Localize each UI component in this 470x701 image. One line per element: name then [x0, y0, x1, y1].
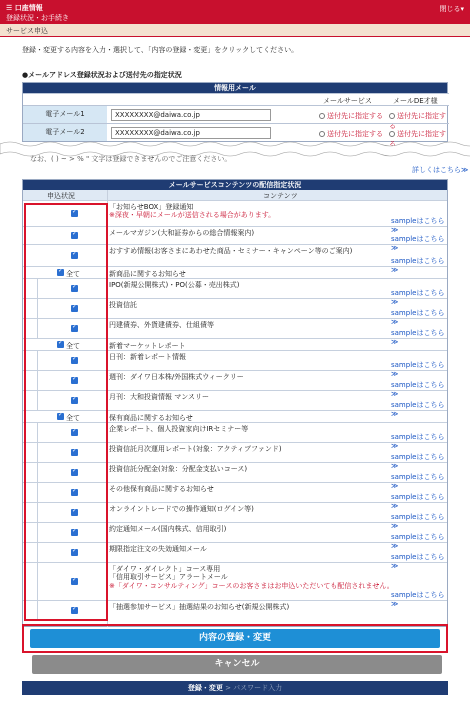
radio-icon — [389, 113, 395, 119]
sample-link[interactable]: sampleはこちら≫ — [391, 433, 445, 450]
col-contents: コンテンツ — [263, 192, 298, 200]
send-radio-de[interactable]: 送付先に指定する — [389, 130, 446, 148]
content-title: 月刊：大和投資情報 マンスリー — [109, 393, 210, 401]
sample-link[interactable]: sampleはこちら≫ — [391, 309, 445, 326]
content-warning: ※深夜・早朝にメールが送信される場合があります。 — [109, 211, 276, 219]
close-button[interactable]: 閉じる▾ — [439, 5, 464, 13]
submit-button[interactable]: 内容の登録・変更 — [30, 629, 440, 648]
content-title: IPO(新規公開株式)・PO(公募・売出株式) — [109, 281, 240, 289]
group-title: 保有商品に関するお知らせ — [109, 414, 193, 422]
sample-link[interactable]: sampleはこちら≫ — [391, 453, 445, 470]
select-all-label: 全て — [66, 414, 80, 422]
sample-link[interactable]: sampleはこちら≫ — [391, 381, 445, 398]
content-title: おすすめ情報(お客さまにあわせた商品・セミナー・キャンペーン等のご案内) — [109, 247, 353, 255]
mail-label: 電子メール1 — [23, 106, 107, 123]
content-title-line2: 「信用取引サービス」アラートメール — [109, 573, 228, 581]
mail-row — [23, 105, 449, 130]
content-title: 「お知らせBOX」登録通知 — [109, 203, 194, 211]
contents-header: メールサービスコンテンツの配信指定状況 — [23, 180, 447, 190]
sample-link[interactable]: sampleはこちら≫ — [391, 401, 445, 418]
content-warning: ※「ダイワ・コンサルティング」コースのお客さまはお申込いただいても配信されません。 — [109, 582, 394, 590]
subheader — [0, 24, 470, 37]
step-current: 登録・変更 — [187, 684, 223, 692]
sample-link[interactable]: sampleはこちら≫ — [391, 329, 445, 346]
send-radio-service[interactable]: 送付先に指定する — [319, 129, 383, 139]
sample-link[interactable]: sampleはこちら≫ — [391, 257, 445, 274]
email-field[interactable]: XXXXXXXX@daiwa.co.jp — [111, 127, 271, 139]
content-title: 「抽選参加サービス」抽選結果のお知らせ(新規公開株式) — [109, 603, 290, 611]
more-details-link[interactable]: 詳しくはこちら≫ — [412, 166, 469, 174]
sample-link[interactable]: sampleはこちら≫ — [391, 217, 445, 234]
group-title: 新商品に関するお知らせ — [109, 270, 186, 278]
select-all-label: 全て — [66, 270, 80, 278]
content-title: 円建債券、外貨建債券、仕組債等 — [109, 321, 214, 329]
close-icon: ▾ — [460, 5, 464, 13]
content-title: 「ダイワ・ダイレクト」コース専用 — [109, 565, 221, 573]
content-title: 日刊：新着レポート情報 — [109, 353, 186, 361]
group-title: 新着マーケットレポート — [109, 342, 186, 350]
note-text: なお、( ) ~ > % " 文字は登録できませんのでご注意ください。 — [30, 155, 232, 163]
section-title: ●メールアドレス登録状況および送付先の指定状況 — [22, 71, 182, 79]
content-title: メールマガジン(大和証券からの総合情報案内) — [109, 229, 255, 237]
content-title: 約定通知メール(国内株式、信用取引) — [109, 525, 227, 533]
submit-highlight — [22, 624, 448, 653]
menu-title[interactable]: ☰ 口座情報 — [6, 4, 43, 12]
mail-row — [23, 123, 449, 148]
sample-link[interactable]: sampleはこちら≫ — [391, 235, 445, 252]
content-title: 期限指定注文の失効通知メール — [109, 545, 207, 553]
sample-link[interactable]: sampleはこちら≫ — [391, 361, 445, 378]
top-header — [0, 0, 470, 24]
header-title: 口座情報 — [14, 4, 43, 12]
info-mail-colheads — [23, 93, 449, 105]
col-mail-service: メールサービス — [323, 97, 372, 105]
radio-icon — [319, 113, 325, 119]
contents-colheads — [23, 190, 447, 200]
sample-link[interactable]: sampleはこちら≫ — [391, 289, 445, 306]
sample-link[interactable]: sampleはこちら≫ — [391, 533, 445, 550]
mail-label: 電子メール2 — [23, 124, 107, 141]
sample-link[interactable]: sampleはこちら≫ — [391, 473, 445, 490]
send-radio-de[interactable]: 送付先に指定する — [389, 112, 446, 130]
radio-icon — [389, 131, 395, 137]
content-title: その他保有商品に関するお知らせ — [109, 485, 214, 493]
instruction-text: 登録・変更する内容を入力・選択して、「内容の登録・変更」をクリックしてください。 — [22, 46, 299, 54]
status-highlight-box — [24, 203, 108, 621]
info-mail-table — [22, 82, 448, 148]
content-title: 週刊：ダイワ日本株/外国株式ウィークリー — [109, 373, 244, 381]
content-title: 投資信託分配金(対象：分配金支払いコース) — [109, 465, 248, 473]
email-field[interactable]: XXXXXXXX@daiwa.co.jp — [111, 109, 271, 121]
breadcrumb[interactable]: 登録状況・お手続き — [6, 14, 69, 22]
subheader-title: サービス申込 — [6, 27, 48, 35]
radio-icon — [319, 131, 325, 137]
content-title: 企業レポート、個人投資家向けIRセミナー等 — [109, 425, 249, 433]
sample-link[interactable]: sampleはこちら≫ — [391, 493, 445, 510]
info-mail-header: 情報用メール — [23, 83, 447, 93]
col-mail-de: メールDE才様 — [393, 97, 438, 105]
row-divider — [23, 200, 447, 201]
step-indicator — [22, 681, 448, 695]
content-title: 投資信託 — [109, 301, 137, 309]
sample-link[interactable]: sampleはこちら≫ — [391, 553, 445, 570]
col-status: 申込状況 — [47, 192, 75, 200]
sample-link[interactable]: sampleはこちら≫ — [391, 591, 445, 608]
step-next: > パスワード入力 — [225, 684, 283, 692]
content-title: オンライントレードでの操作通知(ログイン等) — [109, 505, 254, 513]
send-radio-service[interactable]: 送付先に指定する — [319, 111, 383, 121]
content-title: 投資信託月次運用レポート(対象：アクティブファンド) — [109, 445, 282, 453]
sample-link[interactable]: sampleはこちら≫ — [391, 513, 445, 530]
cancel-button[interactable]: キャンセル — [32, 655, 442, 674]
select-all-label: 全て — [66, 342, 80, 350]
